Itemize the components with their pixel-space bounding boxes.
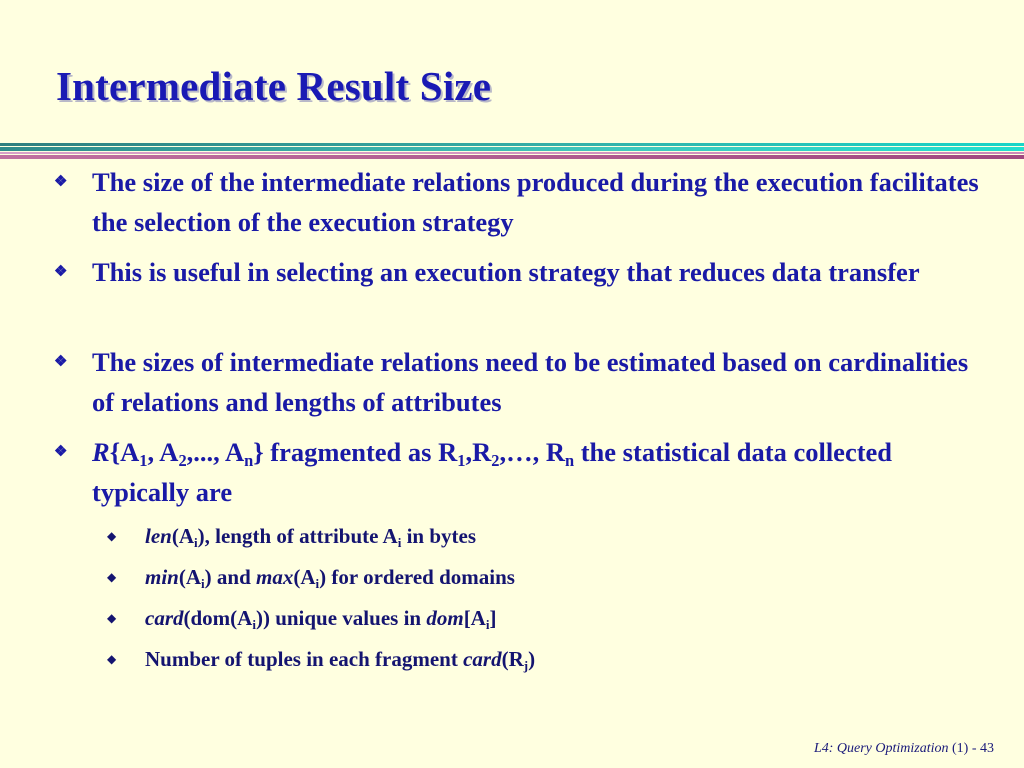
sub-bullet-4-text: Number of tuples in each fragment $card(R_j)$: [145, 647, 536, 674]
sub-bullet-4: [107, 644, 965, 674]
footer-lecture-label: L4: Query Optimization: [813, 741, 949, 756]
small-diamond-bullet-icon: ◆: [107, 570, 117, 584]
sub-bullet-2: [107, 562, 965, 592]
bullet-1: [54, 162, 992, 242]
slide-footer: [814, 741, 994, 757]
small-diamond-bullet-icon: ◆: [107, 652, 117, 666]
divider-magenta: [0, 155, 1024, 159]
sub-bullet-1: [107, 521, 965, 551]
small-diamond-bullet-icon: ◆: [107, 611, 117, 625]
sub-bullet-1-text: $len(A_i)$, length of attribute $A_i$ in bytes: [145, 524, 477, 551]
bullet-2: [54, 252, 992, 292]
slide-title: Intermediate Result Size: [56, 63, 492, 109]
small-diamond-bullet-icon: ◆: [107, 529, 117, 543]
divider-pink: [0, 152, 1024, 154]
bullet-2-text: This is useful in selecting an execution strategy that reduces data transfer: [92, 257, 920, 287]
diamond-bullet-icon: ❖: [54, 354, 68, 370]
diamond-bullet-icon: ❖: [54, 444, 68, 460]
sub-bullet-3: [107, 603, 965, 633]
diamond-bullet-icon: ❖: [54, 264, 68, 280]
divider-teal-lower: [0, 147, 1024, 151]
sub-bullet-3-text: $card(dom(A_i))$ unique values in $dom[A_i]$: [145, 606, 497, 633]
footer-page-number: (1) - 43: [952, 741, 994, 756]
bullet-3: [54, 342, 992, 422]
bullet-4: [54, 432, 992, 512]
bullet-1-text: The size of the intermediate relations produced during the execution facilitates the selection of the execution strategy: [92, 167, 979, 237]
diamond-bullet-icon: ❖: [54, 174, 68, 190]
divider-teal: [0, 143, 1024, 146]
bullet-4-text: $R\{A_1$, $A_2$,..., $A_n$} fragmented as $R_1,R_2,\dots$, $R_n$ the statistical data collected typically are: [92, 437, 893, 507]
sub-bullet-2-text: $\min(A_i)$ and $\max(A_i)$ for ordered domains: [145, 565, 515, 592]
bullet-3-text: The sizes of intermediate relations need to be estimated based on cardinalities of relations and lengths of attributes: [92, 347, 969, 417]
